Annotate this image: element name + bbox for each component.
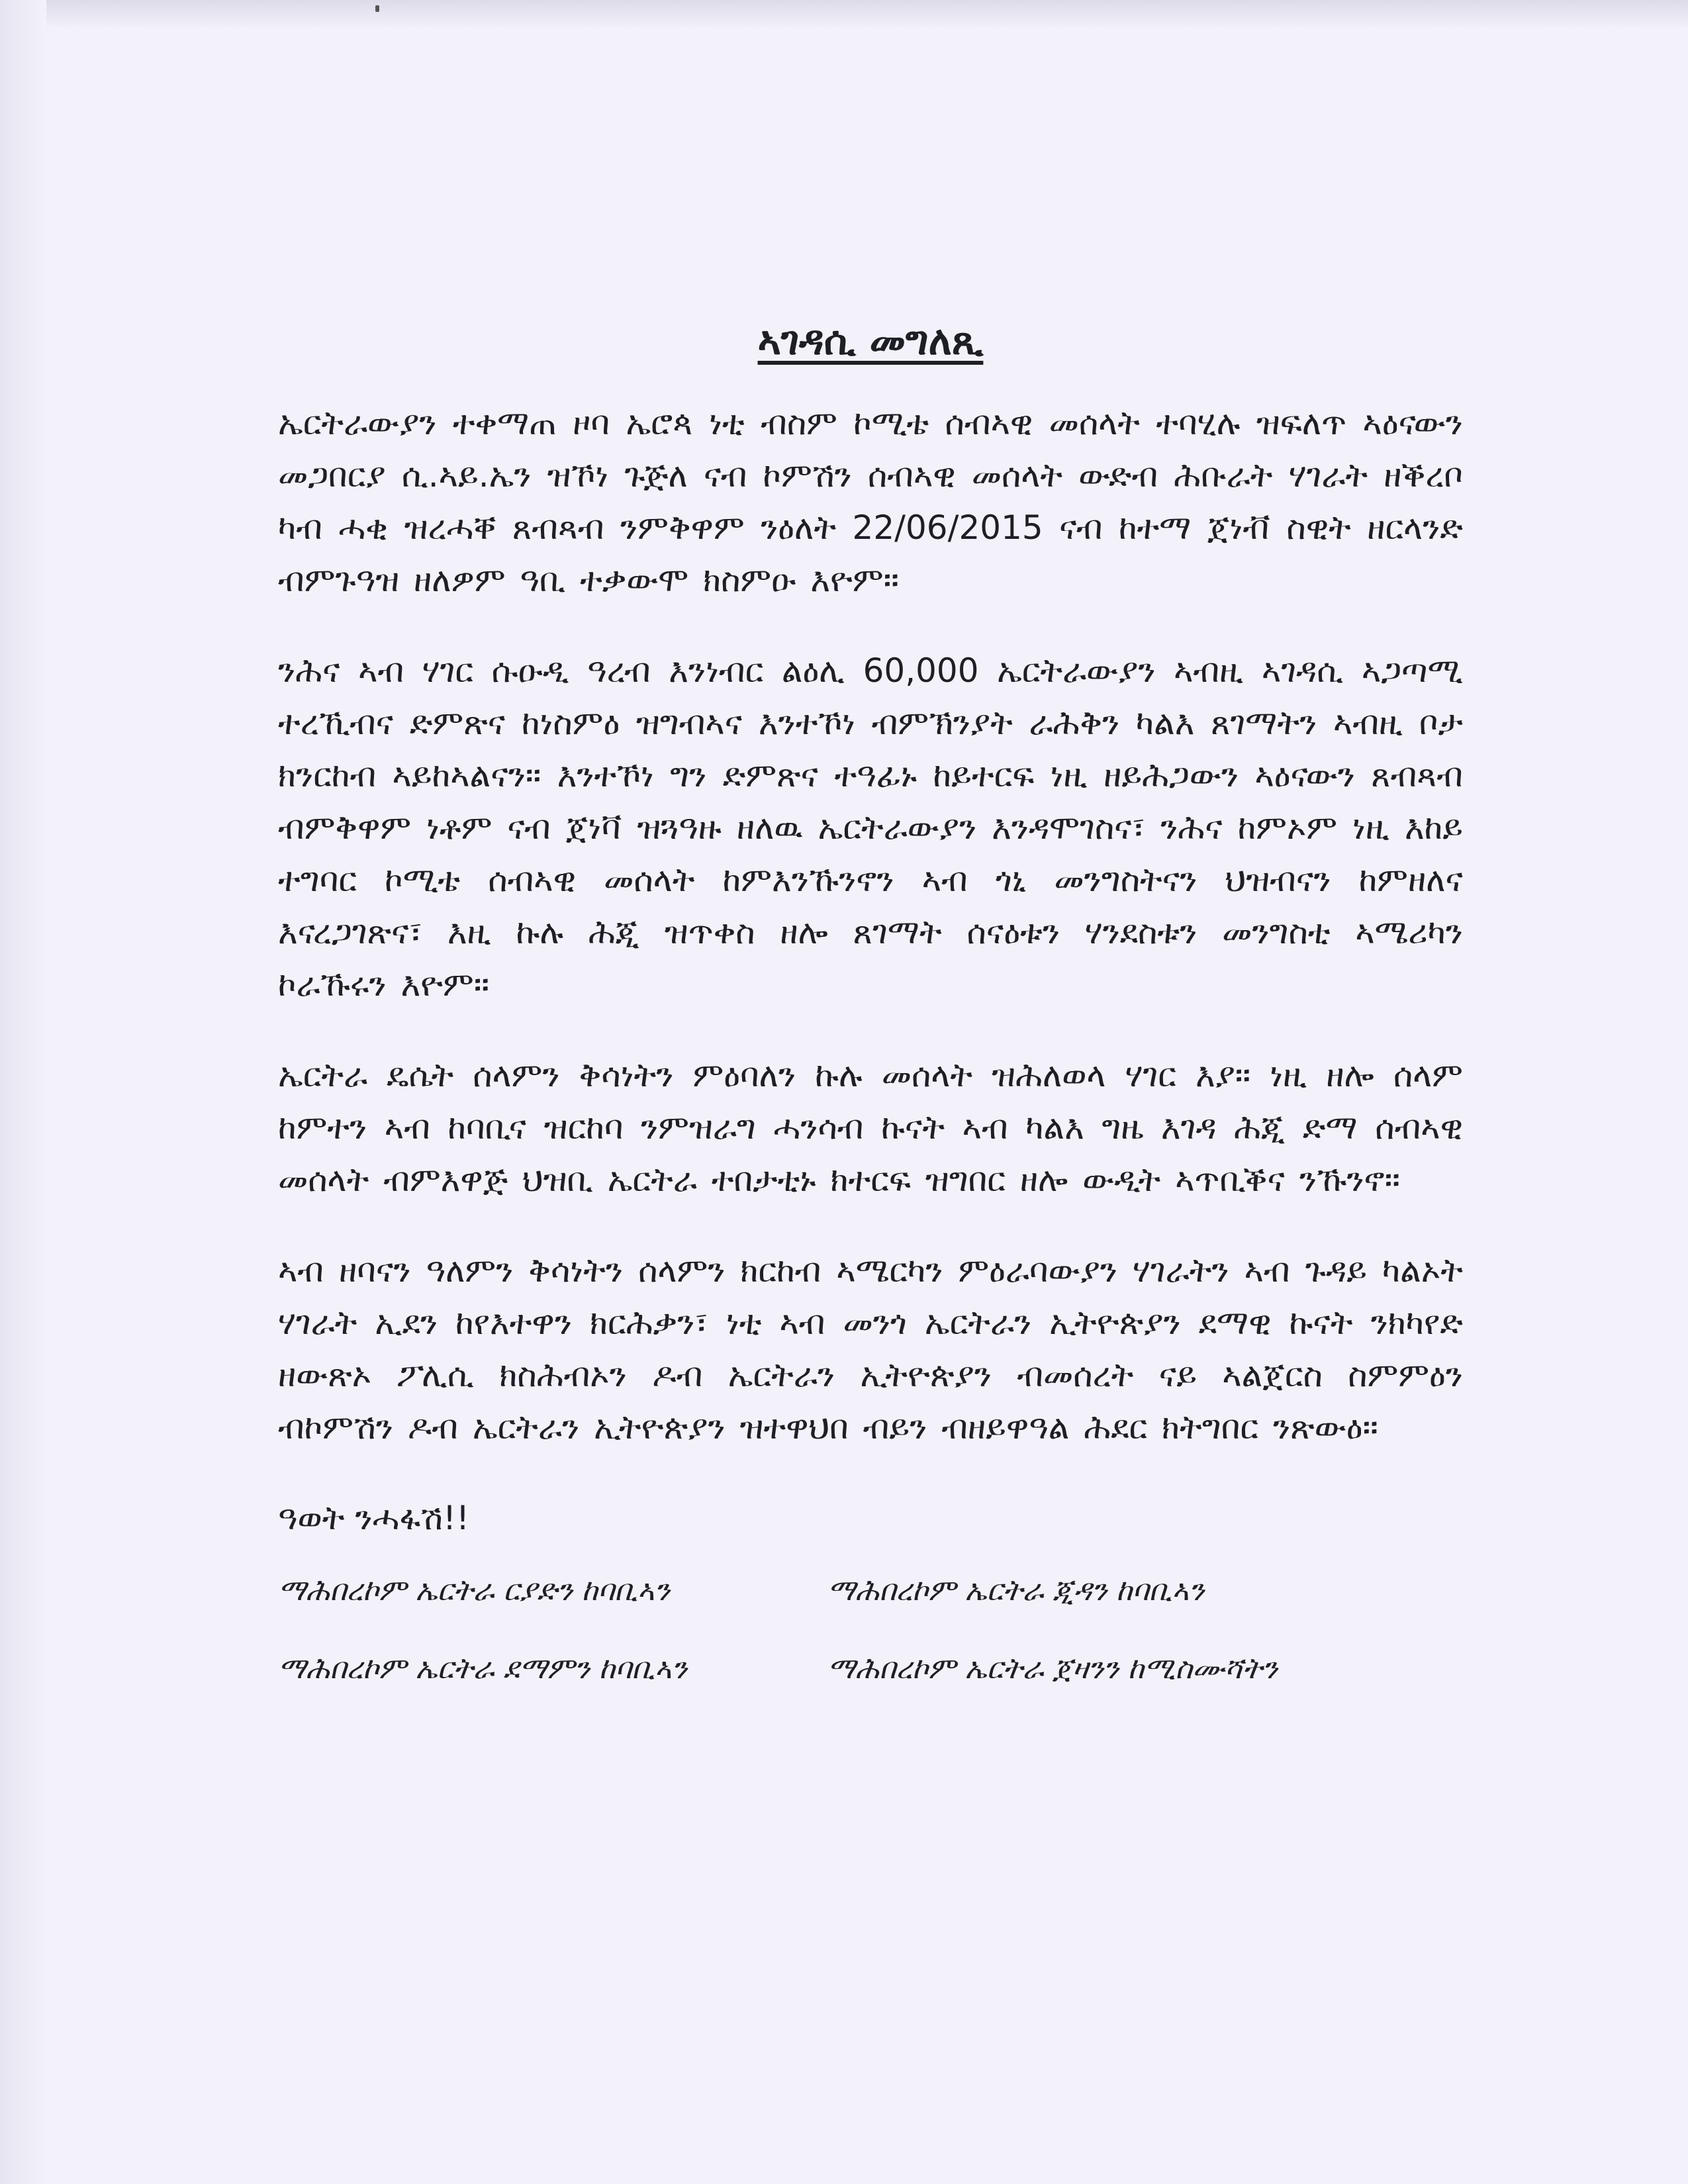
document-title: ኣገዳሲ መግለጺ [757,318,984,364]
scan-edge-top [0,0,1688,29]
paragraph-2: ንሕና ኣብ ሃገር ሱዑዲ ዓረብ እንነብር ልዕሊ 60,000 ኤርትራውያን ኣብዚ ኣገዳሲ ኣጋጣሚ ተረኺብና ድምጽና ከነስምዕ ዝግብኣና እንተኾነ ብምኽንያት ራሕቅን ካልእ ጸገማትን ኣብዚ ቦታ ክንርከብ ኣይከኣልናን። እንተኾነ ግን ድምጽና ተዓፊኑ ከይተርፍ ነዚ ዘይሕጋውን ኣዕናውን ጸብጻብ ብምቅዋም ነቶም ናብ ጀነቫ ዝጓዓዙ ዘለዉ ኤርትራውያን እንዳሞገስና፣ ንሕና ከምኦም ነዚ እከይ ተግባር ኮሚቴ ሰብኣዊ መሰላት ከምእንኹንኖን ኣብ ጎኒ መንግስትናን ህዝብናን ከምዘለና እናረጋገጽና፣ እዚ ኩሉ ሕጂ ዝጥቀስ ዘሎ ጸገማት ሰናዕቱን ሃንደስቱን መንግስቲ ኣሜሪካን ኮራኹሩን እዮም። [278,651,1463,1004]
closing-slogan: ዓወት ንሓፋሽ!! [278,1499,470,1537]
signatory-jazan: ማሕበረኮም ኤርትራ ጀዛንን ከሚስሙሻትን [827,1652,1278,1685]
paragraph-1: ኤርትራውያን ተቀማጠ ዞባ ኤሮጳ ነቲ ብስም ኮሚቴ ሰብኣዊ መሰላት ተባሂሉ ዝፍለጥ ኣዕናውን መጋበርያ ሲ.ኣይ.ኤን ዝኾነ ጉጅለ ናብ ኮምሽን ሰብኣዊ መሰላት ውድብ ሕቡራት ሃገራት ዘቕረቦ ካብ ሓቂ ዝረሓቐ ጸብጻብ ንምቅዋም ንዕለት 22/06/2015 ናብ ከተማ ጀነቭ ስዊት ዘርላንድ ብምጉዓዝ ዘለዎም ዓቢ ተቃውሞ ክስምዑ እዮም። [278,404,1463,599]
signatory-dammam: ማሕበረኮም ኤርትራ ደማምን ከባቢኣን [278,1652,687,1685]
scan-mark [375,5,379,12]
signatories [278,1571,1463,1689]
signatory-riyadh: ማሕበረኮም ኤርትራ ርያድን ከባቢኣን [278,1574,670,1607]
paragraph-3: ኤርትራ ዴሴት ሰላምን ቅሳነትን ምዕባለን ኩሉ መሰላት ዝሕለወላ ሃገር እያ። ነዚ ዘሎ ሰላም ከምተን ኣብ ከባቢና ዝርከባ ንምዝራግ ሓንሳብ ኩናት ኣብ ካልእ ግዜ እገዳ ሕጂ ድማ ሰብኣዊ መሰላት ብምእዋጅ ህዝቢ ኤርትራ ተበታቲኑ ክተርፍ ዝግበር ዘሎ ውዲት ኣጥቢቕና ንኹንኖ። [278,1056,1463,1199]
signatory-jeddah: ማሕበረኮም ኤርትራ ጂዳን ከባቢኣን [827,1574,1205,1607]
scan-edge-left [0,0,46,2184]
document-page [278,318,1463,1689]
paragraph-4: ኣብ ዘባናን ዓለምን ቅሳነትን ሰላምን ክርከብ ኣሜርካን ምዕራባውያን ሃገራትን ኣብ ጉዳይ ካልኦት ሃገራት ኢደን ከየእተዋን ክርሕቃን፣ ነቲ ኣብ መንጎ ኤርትራን ኢትዮጵያን ደማዊ ኩናት ንክካየድ ዘውጽኦ ፖሊሲ ክስሕብኦን ዶብ ኤርትራን ኢትዮጵያን ብመሰረት ናይ ኣልጀርስ ስምምዕን ብኮምሽን ዶብ ኤርትራን ኢትዮጵያን ዝተዋህበ ብይን ብዘይዋዓል ሕደር ክትግበር ንጽውዕ። [278,1251,1463,1447]
